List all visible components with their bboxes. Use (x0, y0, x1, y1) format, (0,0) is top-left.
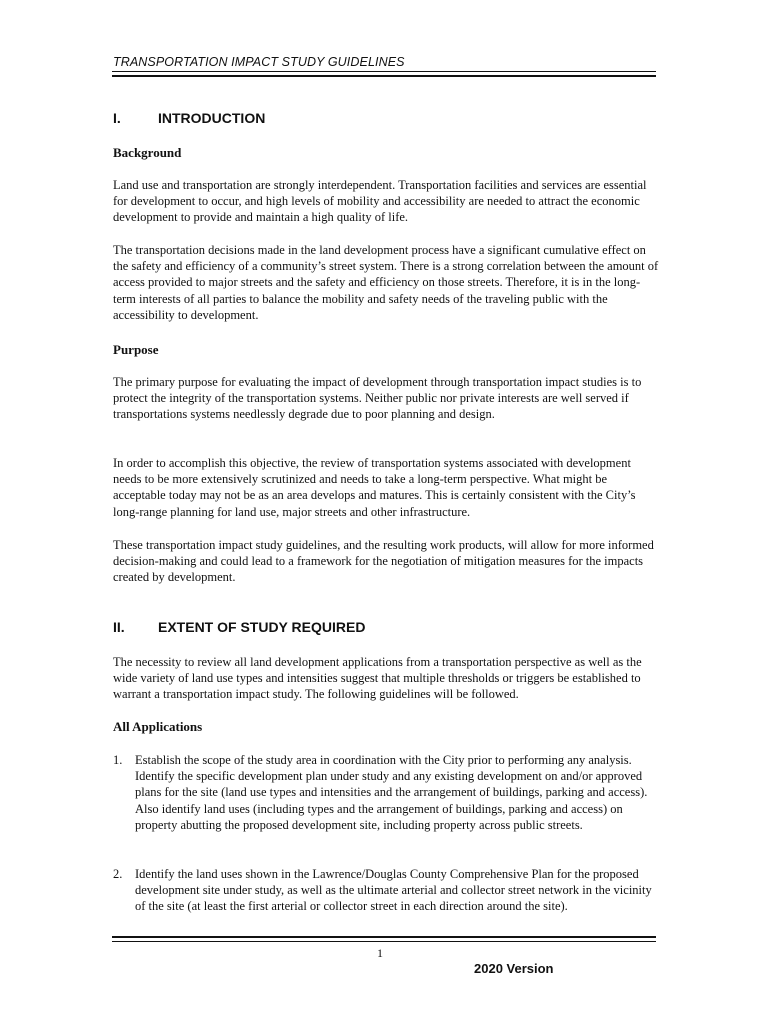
subheading-purpose: Purpose (113, 342, 159, 357)
version-label: 2020 Version (474, 961, 554, 976)
paragraph: In order to accomplish this objective, the review of transportation systems associated with development needs to be more extensively scrutinized and needs to take a long-term perspective. What might be acceptable today may not be as an area develops and matures. This is certainly consistent with the City’s long-range planning for land use, major streets and other infrastructure. (113, 456, 636, 519)
list-item-text: Establish the scope of the study area in coordination with the City prior to performing any analysis. Identify the specific development plan under study and any existing development on and/or approved plans for the site (land use types and intensities and the arrangement of buildings, parking and access). Also identify land uses (including types and the arrangement of buildings, parking and access) on property abutting the proposed development site, including property across public streets. (135, 753, 648, 832)
section-title: INTRODUCTION (158, 110, 266, 126)
running-header: TRANSPORTATION IMPACT STUDY GUIDELINES (113, 55, 405, 69)
list-item-text: Identify the land uses shown in the Lawrence/Douglas County Comprehensive Plan for the proposed development site under study, as well as the ultimate arterial and collector street network in the vicinity of the site (at least the first arterial or collector street in each direction around the site). (135, 867, 652, 914)
section-title: EXTENT OF STUDY REQUIRED (158, 619, 366, 635)
paragraph: The necessity to review all land development applications from a transportation perspective as well as the wide variety of land use types and intensities suggest that multiple thresholds or triggers be established to warrant a transportation impact study. The following guidelines will be followed. (113, 655, 642, 702)
section-number: I. (113, 110, 121, 126)
header-rule-thick (112, 75, 656, 77)
page-number: 1 (377, 946, 383, 960)
section-heading-extent-of-study (113, 619, 365, 635)
subheading-background: Background (113, 145, 182, 160)
footer-rule-thick (112, 936, 656, 938)
section-number: II. (113, 619, 125, 635)
list-marker: 1. (113, 753, 123, 767)
header-rule-thin (112, 71, 656, 72)
section-heading-introduction (113, 110, 265, 126)
paragraph: These transportation impact study guidelines, and the resulting work products, will allow for more informed decision-making and could lead to a framework for the negotiation of mitigation measures for the impacts created by development. (113, 538, 654, 585)
paragraph: Land use and transportation are strongly interdependent. Transportation facilities and services are essential for development to occur, and high levels of mobility and accessibility are needed to attract the economic development to provide and maintain a high quality of life. (113, 178, 647, 225)
subheading-all-applications: All Applications (113, 719, 203, 734)
paragraph: The transportation decisions made in the land development process have a significant cumulative effect on the safety and efficiency of a community’s street system. There is a strong correlation between the amount of access provided to major streets and the safety and efficiency on those streets. Therefore, it is in the long-term interests of all parties to balance the mobility and safety needs of the traveling public with the accessibility to development. (113, 243, 659, 322)
footer-rule-thin (112, 941, 656, 942)
list-marker: 2. (113, 867, 123, 881)
paragraph: The primary purpose for evaluating the impact of development through transportation impact studies is to protect the integrity of the transportation systems. Neither public nor private interests are well served if transportations systems needlessly degrade due to poor planning and design. (113, 375, 642, 422)
